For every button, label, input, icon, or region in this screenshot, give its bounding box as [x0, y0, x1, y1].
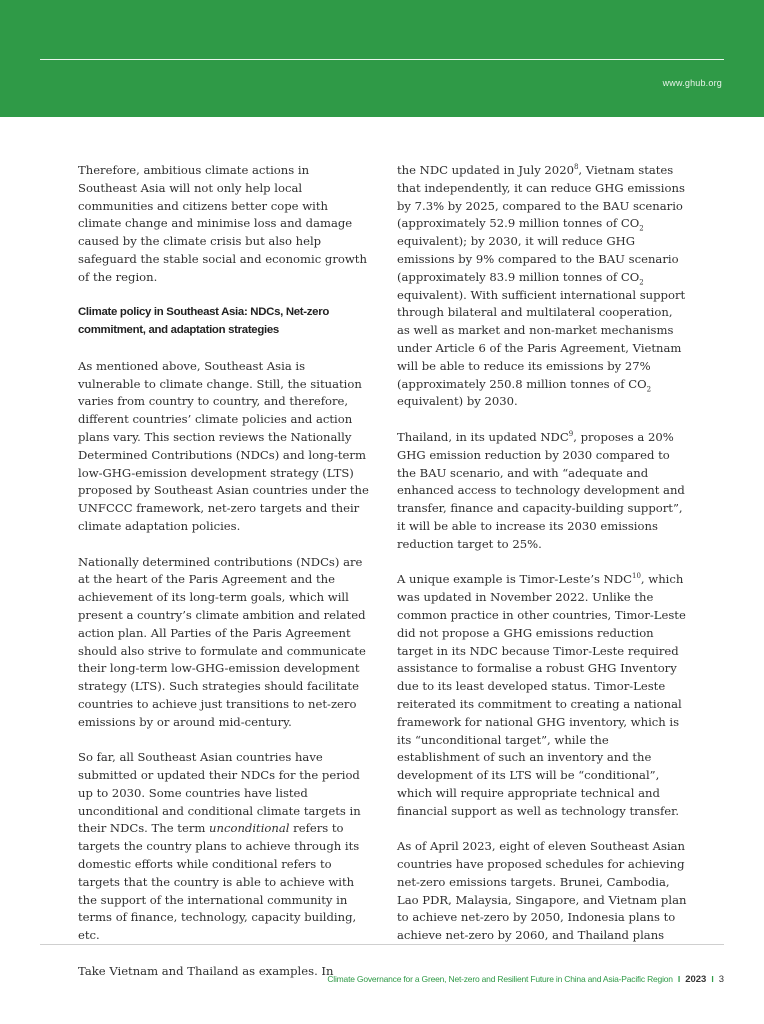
page-number: 3: [718, 974, 724, 985]
header-band: [0, 0, 764, 117]
footnote-ref[interactable]: 10: [632, 572, 641, 581]
text-run: the NDC updated in July 2020: [397, 163, 574, 177]
subscript: 2: [646, 384, 652, 393]
footer-separator: I: [677, 974, 681, 984]
text-run: , Vietnam states that independently, it can reduce GHG emissions by 7.3% by 2025, compared to the BAU scenario (approximately 52.9 million tonnes of CO: [397, 163, 685, 231]
footer-separator: I: [711, 974, 714, 984]
footer-divider: [40, 944, 724, 945]
paragraph: Therefore, ambitious climate actions in Southeast Asia will not only help local communities and citizens better cope with climate change and minimise loss and damage caused by the climate crisis but also help safeguard the stable social and economic growth of the region.: [78, 163, 367, 284]
paragraph: Nationally determined contributions (NDCs) are at the heart of the Paris Agreement and the achievement of its long-term goals, which will present a country’s climate ambition and related action plan. All Parties of the Paris Agreement should also strive to formulate and communicate their long-term low-GHG-emission development strategy (LTS). Such strategies should facilitate countries to achieve just transitions to net-zero emissions by or around mid-century.: [78, 554, 366, 729]
footnote-ref[interactable]: 8: [573, 163, 579, 172]
text-run: Thailand, in its updated NDC: [397, 429, 569, 444]
paragraph: [78, 749, 370, 945]
header-divider: [40, 59, 724, 60]
paragraph: Take Vietnam and Thailand as examples. In: [78, 963, 334, 978]
paragraph: [397, 571, 689, 820]
footer-year: 2023: [685, 974, 707, 985]
text-run: , proposes a 20% GHG emission reduction by 2030 compared to the BAU scenario, and with “adequate and enhanced access to technology development and transfer, finance and capacity-building support”, it will be able to increase its 2030 emissions reduction target to 25%.: [397, 429, 685, 551]
page-footer: [327, 974, 724, 985]
website-url[interactable]: www.ghub.org: [662, 78, 722, 88]
right-column: [397, 162, 689, 963]
text-run: equivalent). With sufficient international support through bilateral and multilateral cooperation, as well as market and non-market mechanisms under Article 6 of the Paris Agreement, Vietnam will be able to reduce its emissions by 27% (approximately 250.8 million tonnes of CO: [397, 287, 686, 391]
paragraph: [397, 162, 689, 411]
text-run: So far, all Southeast Asian countries have submitted or updated their NDCs for the period up to 2030. Some countries have listed unconditional and conditional climate targets in their NDCs. The term: [78, 750, 361, 836]
text-run: refers to targets the country plans to achieve through its domestic efforts while conditional refers to targets that the country is able to achieve with the support of the international community in terms of finance, technology, capacity building, etc.: [78, 821, 360, 943]
footnote-ref[interactable]: 9: [568, 430, 574, 439]
subscript: 2: [639, 278, 644, 287]
subscript: 2: [639, 224, 644, 233]
footer-report-title: Climate Governance for a Green, Net-zero and Resilient Future in China and Asia-Pacific Region: [327, 974, 673, 984]
left-column: [78, 162, 370, 998]
paragraph: As of April 2023, eight of eleven Southeast Asian countries have proposed schedules for achieving net-zero emissions targets. Brunei, Cambodia, Lao PDR, Malaysia, Singapore, and Vietnam plan to achieve net-zero by 2050, Indonesia plans to achieve net-zero by 2060, and Thailand plans: [397, 839, 687, 943]
emphasis-term: unconditional: [209, 821, 290, 836]
text-run: equivalent); by 2030, it will reduce GHG emissions by 9% compared to the BAU scenario (approximately 83.9 million tonnes of CO: [397, 234, 679, 284]
text-run: , which was updated in November 2022. Unlike the common practice in other countries, Timor-Leste did not propose a GHG emissions reduction target in its NDC because Timor-Leste required assistance to formalise a robust GHG Inventory due to its least developed status. Timor-Leste reiterated its commitment to creating a national framework for national GHG inventory, which is its “unconditional target”, while the establishment of such an inventory and the development of its LTS will be “conditional”, which will require appropriate technical and financial support as well as technology transfer.: [397, 572, 686, 818]
text-run: equivalent) by 2030.: [397, 394, 518, 409]
section-heading: Climate policy in Southeast Asia: NDCs, Net-zero commitment, and adaptation strategies: [78, 306, 330, 337]
paragraph: As mentioned above, Southeast Asia is vulnerable to climate change. Still, the situation varies from country to country, and therefore, different countries’ climate policies and action plans vary. This section reviews the Nationally Determined Contributions (NDCs) and long-term low-GHG-emission development strategy (LTS) proposed by Southeast Asian countries under the UNFCCC framework, net-zero targets and their climate adaptation policies.: [78, 358, 369, 533]
paragraph: [397, 429, 689, 554]
text-run: A unique example is Timor-Leste’s NDC: [397, 572, 632, 587]
